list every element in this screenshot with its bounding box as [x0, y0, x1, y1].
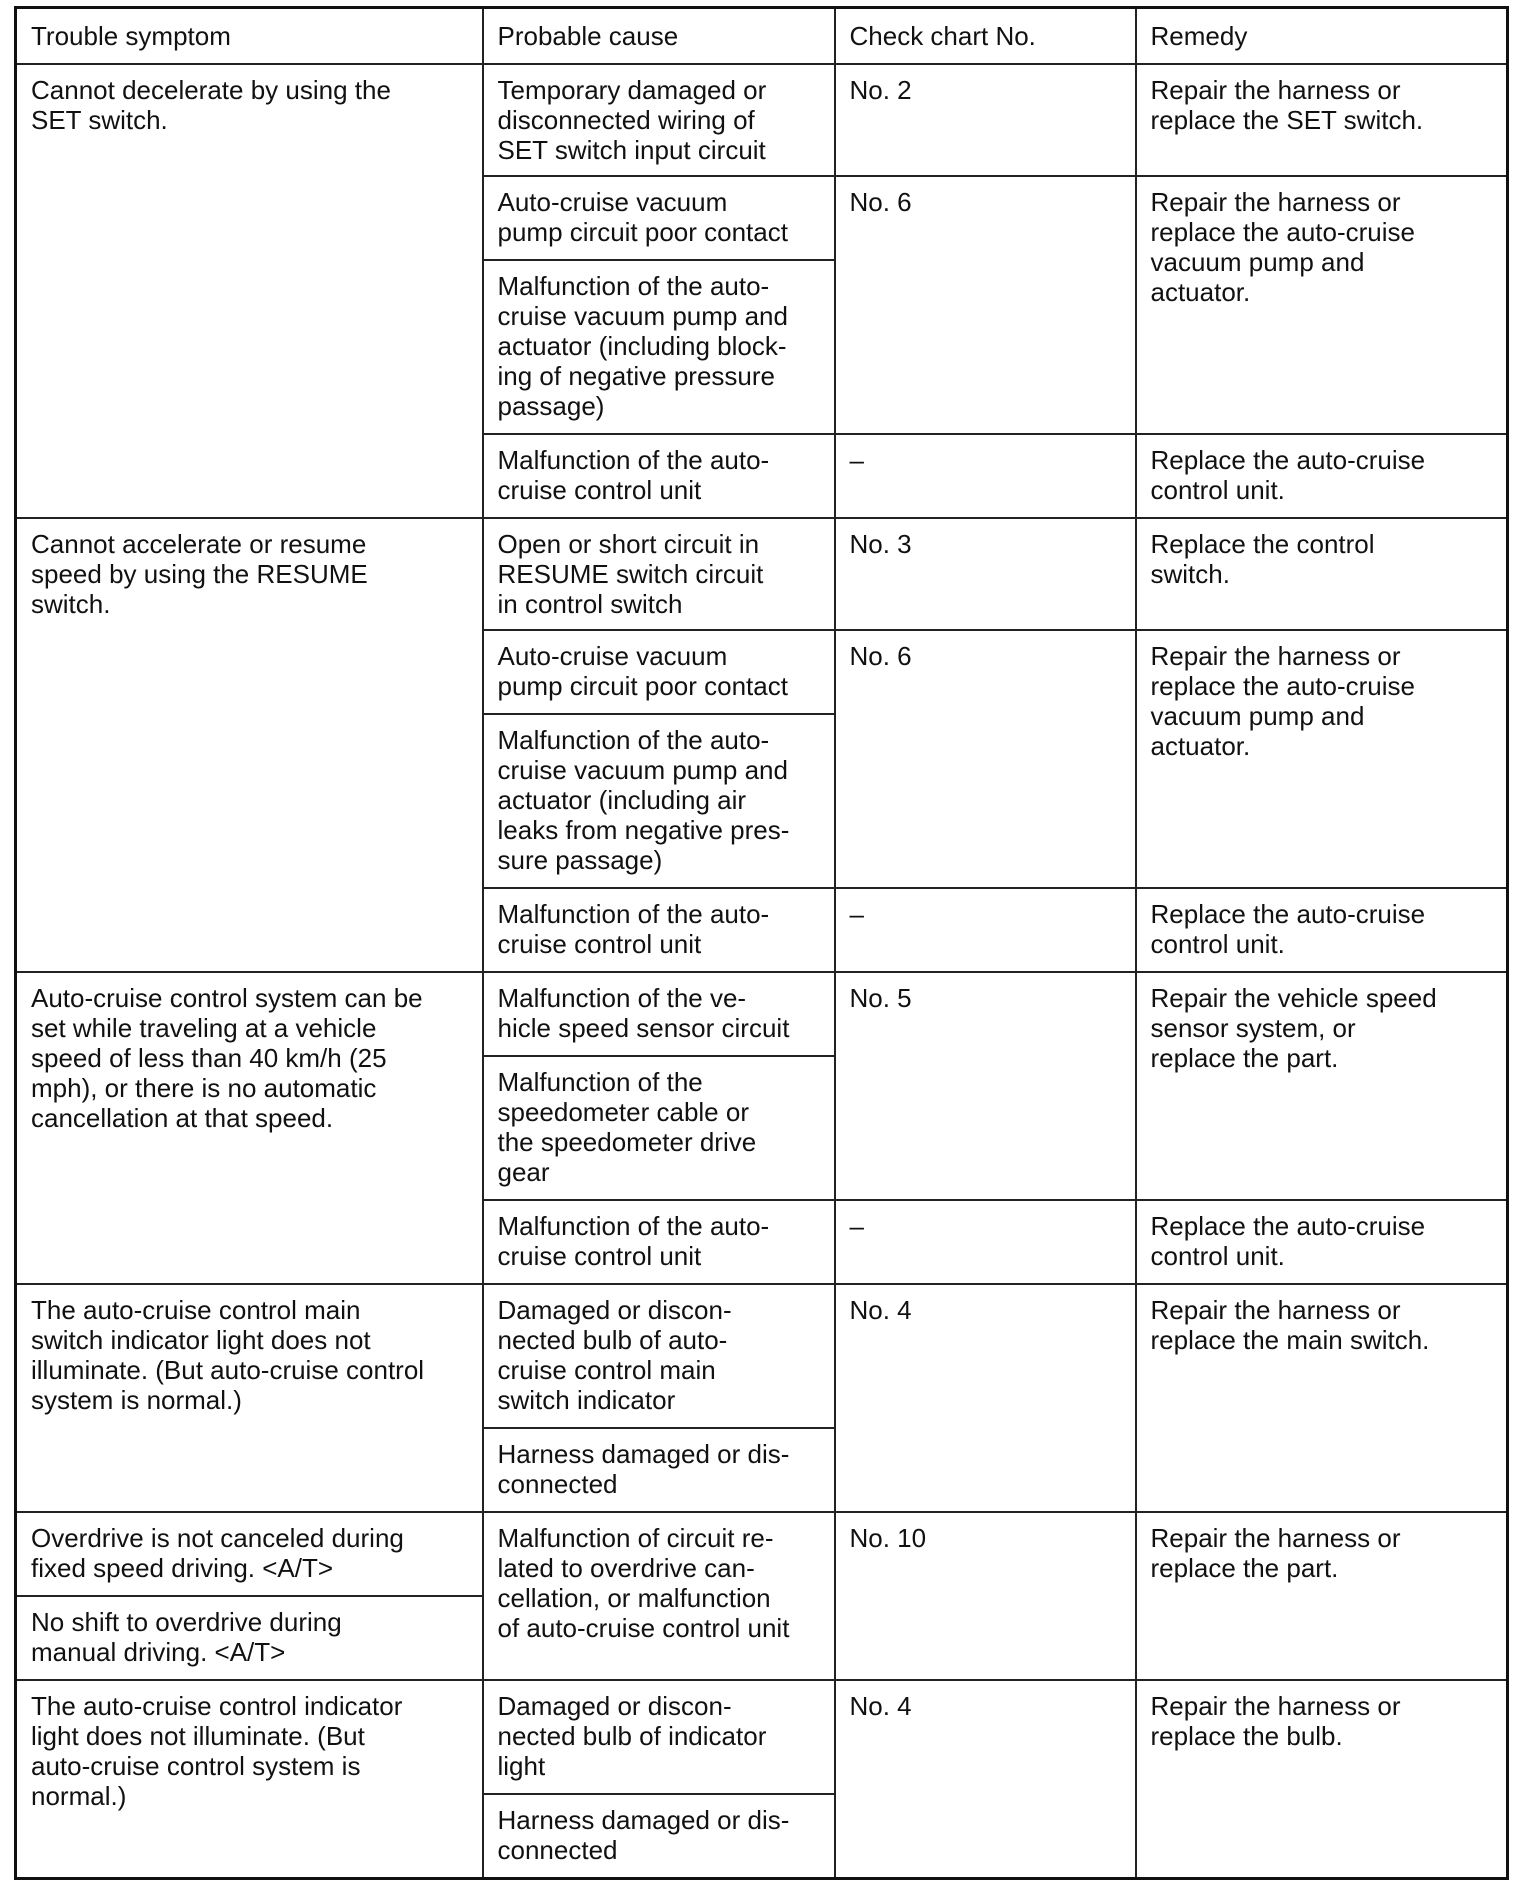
table-row [16, 1512, 1508, 1596]
remedy-cell: Repair the harness or replace the auto-cruise vacuum pump and actuator. [1136, 176, 1508, 434]
probable-cause-cell: Auto-cruise vacuum pump circuit poor contact [483, 176, 835, 260]
table-row [16, 64, 1508, 176]
probable-cause-cell: Temporary damaged or disconnected wiring of SET switch input circuit [483, 64, 835, 176]
remedy-cell: Repair the harness or replace the auto-cruise vacuum pump and actuator. [1136, 630, 1508, 888]
probable-cause-cell: Malfunction of circuit re- lated to overdrive can- cellation, or malfunction of auto-cruise control unit [483, 1512, 835, 1680]
troubleshooting-table [14, 6, 1509, 1880]
trouble-symptom-cell: The auto-cruise control main switch indicator light does not illuminate. (But auto-cruise control system is normal.) [16, 1284, 483, 1512]
probable-cause-cell: Harness damaged or dis- connected [483, 1794, 835, 1878]
remedy-cell: Repair the harness or replace the SET switch. [1136, 64, 1508, 176]
table-row [16, 1680, 1508, 1794]
probable-cause-cell: Auto-cruise vacuum pump circuit poor contact [483, 630, 835, 714]
check-chart-cell: No. 4 [835, 1284, 1136, 1512]
trouble-symptom-cell: Cannot accelerate or resume speed by using the RESUME switch. [16, 518, 483, 972]
probable-cause-cell: Open or short circuit in RESUME switch circuit in control switch [483, 518, 835, 630]
trouble-symptom-cell: The auto-cruise control indicator light does not illuminate. (But auto-cruise control system is normal.) [16, 1680, 483, 1878]
table-row [16, 972, 1508, 1056]
remedy-cell: Repair the harness or replace the main switch. [1136, 1284, 1508, 1512]
probable-cause-cell: Malfunction of the auto- cruise control unit [483, 1200, 835, 1284]
trouble-symptom-cell: Overdrive is not canceled during fixed speed driving. <A/T> [16, 1512, 483, 1596]
check-chart-cell: No. 6 [835, 630, 1136, 888]
check-chart-cell: No. 4 [835, 1680, 1136, 1878]
remedy-cell: Replace the control switch. [1136, 518, 1508, 630]
check-chart-cell: No. 10 [835, 1512, 1136, 1680]
probable-cause-cell: Harness damaged or dis- connected [483, 1428, 835, 1512]
check-chart-cell: – [835, 888, 1136, 972]
trouble-symptom-cell: Auto-cruise control system can be set while traveling at a vehicle speed of less than 40 km/h (25 mph), or there is no automatic cancellation at that speed. [16, 972, 483, 1284]
header-trouble-symptom: Trouble symptom [16, 8, 483, 65]
remedy-cell: Replace the auto-cruise control unit. [1136, 1200, 1508, 1284]
table-row [16, 518, 1508, 630]
probable-cause-cell: Malfunction of the auto- cruise control unit [483, 434, 835, 518]
probable-cause-cell: Malfunction of the ve- hicle speed sensor circuit [483, 972, 835, 1056]
check-chart-cell: No. 5 [835, 972, 1136, 1200]
probable-cause-cell: Damaged or discon- nected bulb of auto- cruise control main switch indicator [483, 1284, 835, 1428]
remedy-cell: Repair the vehicle speed sensor system, or replace the part. [1136, 972, 1508, 1200]
probable-cause-cell: Damaged or discon- nected bulb of indicator light [483, 1680, 835, 1794]
probable-cause-cell: Malfunction of the auto- cruise vacuum pump and actuator (including air leaks from negative pres- sure passage) [483, 714, 835, 888]
header-check-chart-no: Check chart No. [835, 8, 1136, 65]
remedy-cell: Repair the harness or replace the bulb. [1136, 1680, 1508, 1878]
probable-cause-cell: Malfunction of the auto- cruise control unit [483, 888, 835, 972]
check-chart-cell: – [835, 1200, 1136, 1284]
probable-cause-cell: Malfunction of the auto- cruise vacuum pump and actuator (including block- ing of negative pressure passage) [483, 260, 835, 434]
check-chart-cell: No. 6 [835, 176, 1136, 434]
trouble-symptom-cell: Cannot decelerate by using the SET switch. [16, 64, 483, 518]
check-chart-cell: No. 2 [835, 64, 1136, 176]
probable-cause-cell: Malfunction of the speedometer cable or the speedometer drive gear [483, 1056, 835, 1200]
header-probable-cause: Probable cause [483, 8, 835, 65]
check-chart-cell: – [835, 434, 1136, 518]
header-remedy: Remedy [1136, 8, 1508, 65]
check-chart-cell: No. 3 [835, 518, 1136, 630]
trouble-symptom-cell: No shift to overdrive during manual driving. <A/T> [16, 1596, 483, 1680]
remedy-cell: Repair the harness or replace the part. [1136, 1512, 1508, 1680]
remedy-cell: Replace the auto-cruise control unit. [1136, 434, 1508, 518]
table-row [16, 1284, 1508, 1428]
remedy-cell: Replace the auto-cruise control unit. [1136, 888, 1508, 972]
table-header-row [16, 8, 1508, 65]
